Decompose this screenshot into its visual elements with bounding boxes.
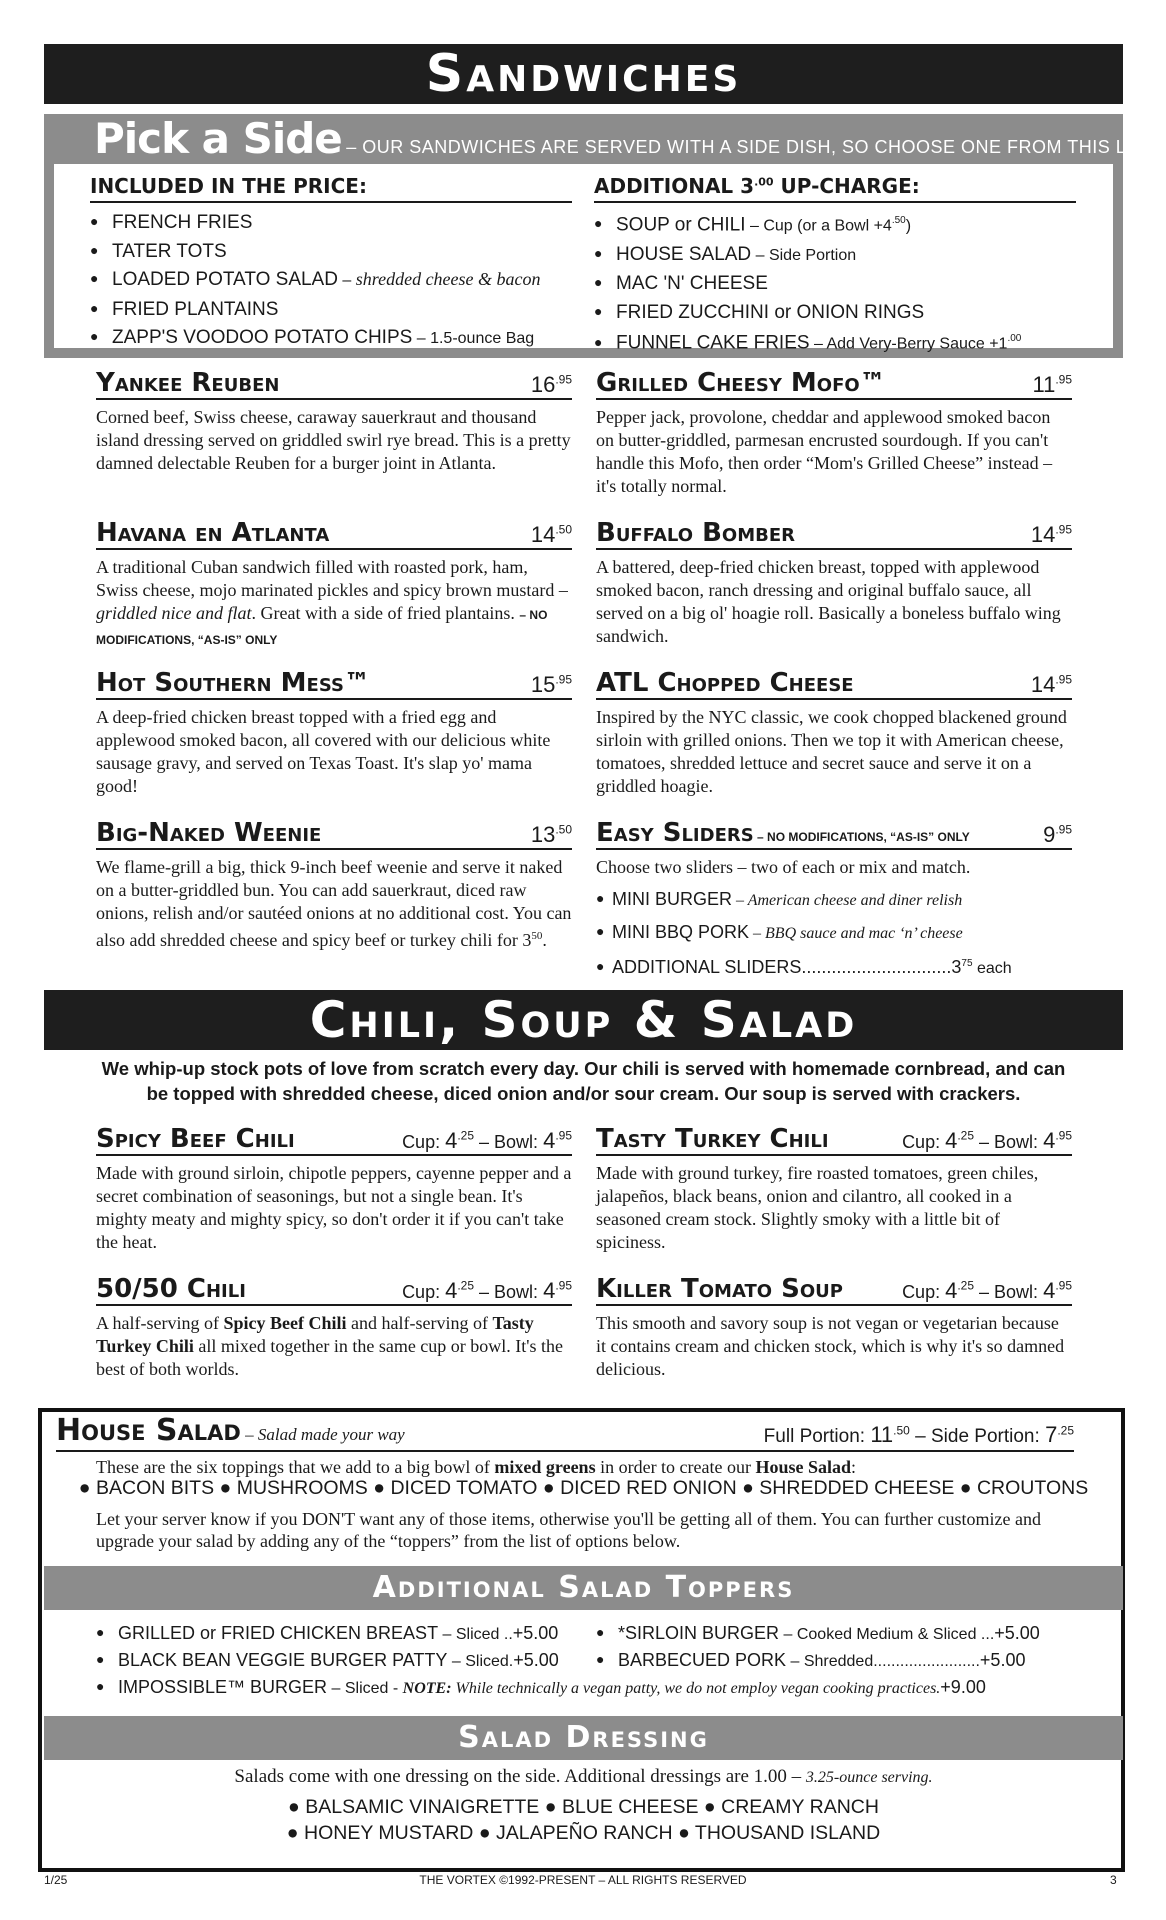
menu-item-yankee-reuben [96,362,572,475]
menu-item-buffalo-bomber [596,512,1072,648]
included-sides [90,174,572,353]
bullet-icon: ● [678,1822,695,1844]
bullet-icon: ● [478,1822,497,1844]
item-description: This smooth and savory soup is not vegan or vegetarian because it contains cream and chicken stock, which is why it's so damned delicious. [596,1313,1065,1379]
bullet-icon: ● [373,1477,391,1499]
side-item: ● SOUP or CHILI – Cup (or a Bowl $+4^{.50}$) [594,208,1076,240]
salad-toppers-title: Additional Salad Toppers [44,1566,1123,1610]
footer-date: 1/25 [44,1873,68,1887]
item-price: $11^{.95}$ [1032,372,1072,397]
bullet-icon: ● [286,1822,304,1844]
bullet-icon: ● [542,1477,561,1499]
pick-a-side-heading [94,114,1156,164]
item-name: ATL Chopped Cheese [596,668,854,698]
bullet-icon: ● [96,1624,105,1640]
bullet-icon: ● [288,1796,306,1818]
item-description: A traditional Cuban sandwich filled with roasted pork, ham, Swiss cheese, mojo marinated pickles and spicy brown mustard – griddled nice and flat. Great with a side of fried plantains. – NO MODIFICATIONS, “AS-IS” ONLY [96,557,568,647]
item-name: Buffalo Bomber [596,518,795,548]
dressing-options-row: ● HONEY MUSTARD ● JALAPEÑO RANCH ● THOUSAND ISLAND [286,1822,881,1844]
item-name: Grilled Cheesy Mofo™ [596,368,886,398]
side-item: ● LOADED POTATO SALAD – shredded cheese & bacon [90,265,572,295]
side-item: ● HOUSE SALAD – Side Portion [594,240,1076,270]
item-price: $14^{.95}$ [1030,522,1072,547]
footer-copyright: THE VORTEX ©1992-PRESENT – ALL RIGHTS RESERVED [419,1873,747,1887]
slider-option: ● MINI BURGER – American cheese and diner relish [596,883,1072,916]
bullet-icon: ● [596,1651,605,1667]
side-item: ● FRIED ZUCCHINI or ONION RINGS [594,298,1076,327]
house-salad-toppings: ● BACON BITS ● MUSHROOMS ● DICED TOMATO ● DICED RED ONION ● SHREDDED CHEESE ● CROUTONS [78,1477,1089,1499]
topper-item: ● BLACK BEAN VEGGIE BURGER PATTY – Sliced.+5.00 [96,1650,559,1670]
item-name: Yankee Reuben [96,368,280,398]
bullet-icon: ● [544,1796,562,1818]
bullet-icon: ● [594,302,603,319]
bullet-icon: ● [959,1477,977,1499]
pick-a-side-lists [54,164,1113,354]
item-description: Choose two sliders – two of each or mix and match. [596,857,971,877]
menu-item-tasty-turkey-chili [596,1118,1072,1254]
pick-a-side-title: Pick a Side [94,114,342,163]
bullet-icon: ● [96,1651,105,1667]
menu-item-grilled-cheesy-mofo [596,362,1072,498]
bullet-icon: ● [594,274,603,291]
item-description: A deep-fried chicken breast topped with a fried egg and applewood smoked bacon, all covered with our delicious white sausage gravy, and served on Texas Toast. It's slap yo' mama good! [96,707,551,796]
menu-item-50-50-chili [96,1268,572,1381]
menu-item-spicy-beef-chili [96,1118,572,1254]
house-salad-intro: These are the six toppings that we add to a big bowl of mixed greens in order to create our House Salad: [96,1457,857,1477]
item-price: Cup: $4^{.25}$ – Bowl: $4^{.95}$ [402,1278,572,1303]
chili-intro: We whip-up stock pots of love from scratch every day. Our chili is served with homemade cornbread, and can be topped with shredded cheese, diced onion and/or sour cream. Our soup is served with crackers. [101,1058,1066,1104]
bullet-icon: ● [96,1678,105,1694]
bullet-icon: ● [594,244,603,261]
side-item: ● MAC 'N' CHEESE [594,269,1076,298]
house-salad-name: House Salad – Salad made your way [56,1413,405,1448]
menu-item-atl-chopped-cheese [596,662,1072,798]
item-price: $16^{.95}$ [530,372,572,397]
side-item: ● ZAPP'S VOODOO POTATO CHIPS – 1.5-ounce Bag [90,323,572,353]
salad-dressing-intro: Salads come with one dressing on the side. Additional dressings are 1.00 – 3.25-ounce serving. [234,1766,933,1787]
topper-item: ● *SIRLOIN BURGER – Cooked Medium & Sliced ...+5.00 [596,1623,1040,1643]
bullet-icon: ● [596,890,605,906]
bullet-icon: ● [90,328,99,344]
bullet-icon: ● [703,1796,722,1818]
pick-a-side-subtitle: – OUR SANDWICHES ARE SERVED WITH A SIDE DISH, SO CHOOSE ONE FROM THIS LIST [346,137,1156,157]
upcharge-title: ADDITIONAL $3^{.00}$ UP-CHARGE: [594,174,1076,203]
house-salad-note: Let your server know if you DON'T want any of those items, otherwise you'll be getting all of them. You can further customize and upgrade your salad by adding any of the “toppers” from the list of options below. [96,1509,1041,1551]
bullet-icon: ● [594,215,603,232]
bullet-icon: ● [594,333,603,350]
item-description: Made with ground turkey, fire roasted tomatoes, green chiles, jalapeños, black beans, onion and cilantro, all cooked in a seasoned cream stock. Slightly smoky with a little bit of spiciness. [596,1163,1039,1252]
house-salad-price: Full Portion: $11^{.50}$ – Side Portion: $7^{.25}$ [763,1422,1074,1447]
menu-item-killer-tomato-soup [596,1268,1072,1381]
side-item: ● FRENCH FRIES [90,208,572,237]
item-name: Tasty Turkey Chili [596,1124,829,1154]
bullet-icon: ● [90,299,99,316]
item-name: 50/50 Chili [96,1274,246,1304]
item-name: Killer Tomato Soup [596,1274,843,1304]
item-price: $13^{.50}$ [530,822,572,847]
item-name: Spicy Beef Chili [96,1124,295,1154]
bullet-icon: ● [596,923,605,939]
item-description: We flame-grill a big, thick 9-inch beef weenie and serve it naked on a butter-griddled bun. You can add sauerkraut, diced raw onions, relish and/or sautéed onions at no additional cost. You can also add shredded cheese and spicy beef or turkey chili for $3^{50}$. [96,857,572,950]
dressing-options-row: ● BALSAMIC VINAIGRETTE ● BLUE CHEESE ● CREAMY RANCH [288,1796,879,1818]
bullet-icon: ● [90,213,99,229]
item-description: Corned beef, Swiss cheese, caraway sauerkraut and thousand island dressing served on griddled swirl rye bread. This is a pretty damned delectable Reuben for a burger joint in Atlanta. [96,407,571,473]
item-description: Made with ground sirloin, chipotle peppers, cayenne pepper and a secret combination of seasonings, but not a single bean. It's mighty meaty and mighty spicy, so don't order it if you can't take the heat. [96,1163,572,1252]
menu-item-big-naked-weenie [96,812,572,952]
salad-toppers-list [96,1620,1086,1701]
menu-item-havana-en-atlanta [96,512,572,652]
slider-option: ● MINI BBQ PORK – BBQ sauce and mac ‘n’ cheese [596,916,1072,949]
house-salad-header [56,1412,1074,1452]
item-price: Cup: $4^{.25}$ – Bowl: $4^{.95}$ [902,1278,1072,1303]
item-description: A half-serving of Spicy Beef Chili and half-serving of Tasty Turkey Chili all mixed together in the same cup or bowl. It's the best of both worlds. [96,1313,564,1379]
bullet-icon: ● [742,1477,760,1499]
salad-dressing-title: Salad Dressing [44,1716,1123,1760]
item-name: Hot Southern Mess™ [96,668,370,698]
slider-option: ● ADDITIONAL SLIDERS..............................3$^{75}$ each [596,949,1072,984]
item-price: $15^{.95}$ [530,672,572,697]
topper-item: ● BARBECUED PORK – Shredded........................+5.00 [596,1650,1026,1670]
side-item: ● FRIED PLANTAINS [90,295,572,324]
item-name: Big-Naked Weenie [96,818,322,848]
side-item: ● FUNNEL CAKE FRIES – Add Very-Berry Sauce $+1^{.00}$ [594,326,1076,358]
item-price: Cup: $4^{.25}$ – Bowl: $4^{.95}$ [902,1128,1072,1153]
topper-item: ● GRILLED or FRIED CHICKEN BREAST – Sliced ..+5.00 [96,1623,559,1643]
item-price: $9^{.95}$ [1043,822,1072,847]
item-price: $14^{.95}$ [1030,672,1072,697]
bullet-icon: ● [90,241,99,258]
item-description: Pepper jack, provolone, cheddar and applewood smoked bacon on butter-griddled, parmesan encrusted sourdough. If you can't handle this Mofo, then order “Mom's Grilled Cheese” instead – it's totally normal. [596,407,1053,496]
item-description: Inspired by the NYC classic, we cook chopped blackened ground sirloin with grilled onions. Then we top it with American cheese, tomatoes, shredded lettuce and secret sauce and serve it on a griddled hoagie. [596,707,1067,796]
side-item: ● TATER TOTS [90,237,572,266]
item-name: Havana en Atlanta [96,518,330,548]
included-title: INCLUDED IN THE PRICE: [90,174,572,203]
bullet-icon: ● [596,958,605,974]
menu-item-easy-sliders [596,812,1072,984]
chili-soup-salad-title: Chili, Soup & Salad [44,990,1123,1050]
sandwiches-title: Sandwiches [44,44,1123,104]
item-price: Cup: $4^{.25}$ – Bowl: $4^{.95}$ [402,1128,572,1153]
bullet-icon: ● [596,1624,605,1640]
footer-page-number: 3 [1110,1873,1117,1887]
pick-a-side-box [44,114,1156,358]
bullet-icon: ● [90,270,99,286]
upcharge-sides [594,174,1076,358]
item-name: Easy Sliders – NO MODIFICATIONS, “AS-IS” ONLY [596,818,970,848]
item-description: A battered, deep-fried chicken breast, topped with applewood smoked bacon, ranch dressing and original buffalo sauce, all served on a big ol' hoagie roll. Basically a boneless buffalo wing sandwich. [596,557,1061,646]
menu-item-hot-southern-mess [96,662,572,798]
bullet-icon: ● [78,1477,96,1499]
item-price: $14^{.50}$ [530,522,572,547]
bullet-icon: ● [219,1477,237,1499]
topper-item: ● IMPOSSIBLE™ BURGER – Sliced - NOTE: While technically a vegan patty, we do not employ vegan cooking practices.+9.00 [96,1677,986,1697]
